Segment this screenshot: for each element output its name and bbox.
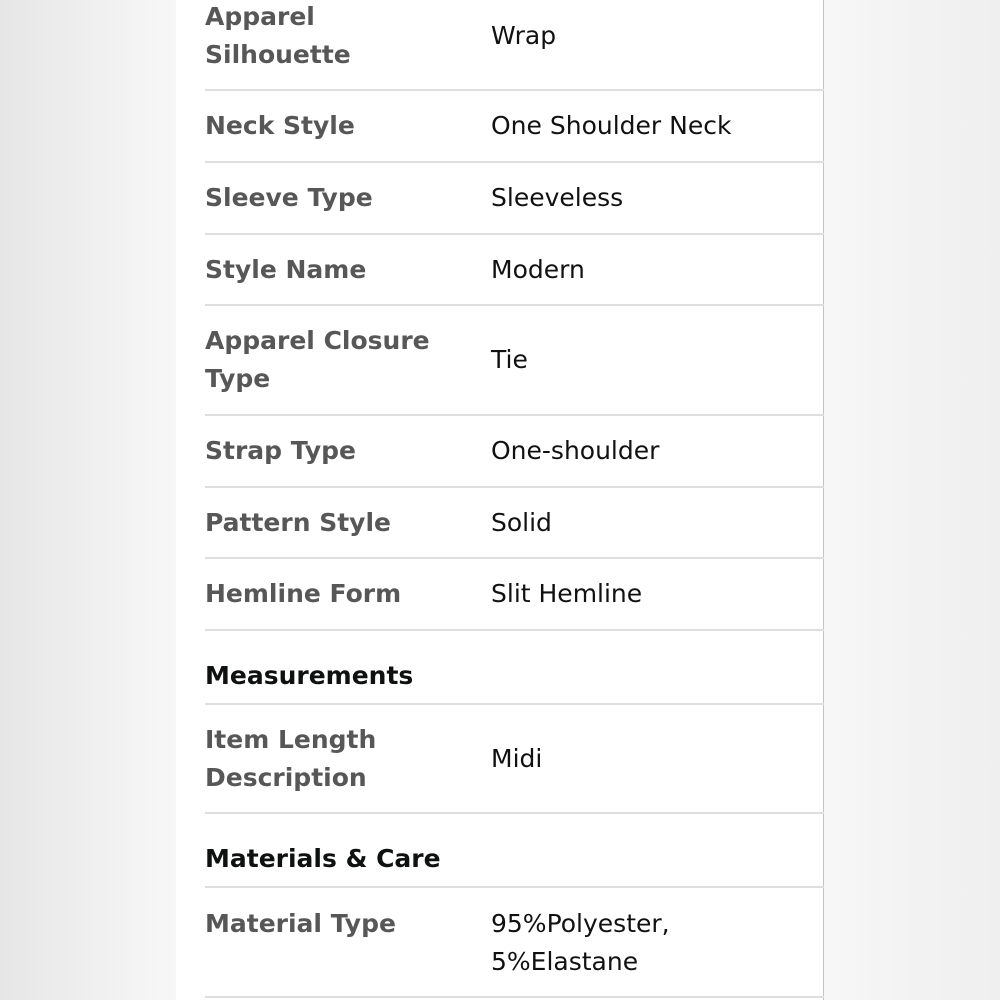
attribute-value: Sleeveless xyxy=(491,183,624,212)
attribute-label: Apparel Silhouette xyxy=(205,2,351,69)
attribute-value: Slit Hemline xyxy=(491,579,643,608)
attribute-value: 95%Polyester, 5%Elastane xyxy=(491,909,670,976)
section-title: Measurements xyxy=(205,661,414,690)
table-row xyxy=(205,705,824,814)
attribute-label: Material Type xyxy=(205,909,396,938)
attribute-value: Solid xyxy=(491,508,552,537)
attribute-label: Sleeve Type xyxy=(205,183,373,212)
table-row xyxy=(205,0,824,91)
table-row xyxy=(205,235,824,306)
table-row xyxy=(205,91,824,163)
table-row xyxy=(205,559,824,631)
section-materials-care xyxy=(205,814,824,888)
attribute-value: Wrap xyxy=(491,21,557,50)
attribute-label: Neck Style xyxy=(205,111,355,140)
attribute-value: Midi xyxy=(491,744,543,773)
attribute-label: Pattern Style xyxy=(205,508,391,537)
attribute-label: Apparel Closure Type xyxy=(205,326,430,393)
table-row xyxy=(205,488,824,559)
table-row xyxy=(205,163,824,235)
table-row xyxy=(205,416,824,488)
table-row xyxy=(205,306,824,416)
attribute-label: Style Name xyxy=(205,255,367,284)
attribute-value: Tie xyxy=(491,345,528,374)
table-row xyxy=(205,888,824,998)
attribute-label: Strap Type xyxy=(205,436,356,465)
attribute-label: Hemline Form xyxy=(205,579,402,608)
section-title: Materials & Care xyxy=(205,844,441,873)
attribute-value: One Shoulder Neck xyxy=(491,111,732,140)
section-measurements xyxy=(205,631,824,705)
attribute-value: One-shoulder xyxy=(491,436,660,465)
attribute-label: Item Length Description xyxy=(205,725,377,792)
attribute-value: Modern xyxy=(491,255,585,284)
